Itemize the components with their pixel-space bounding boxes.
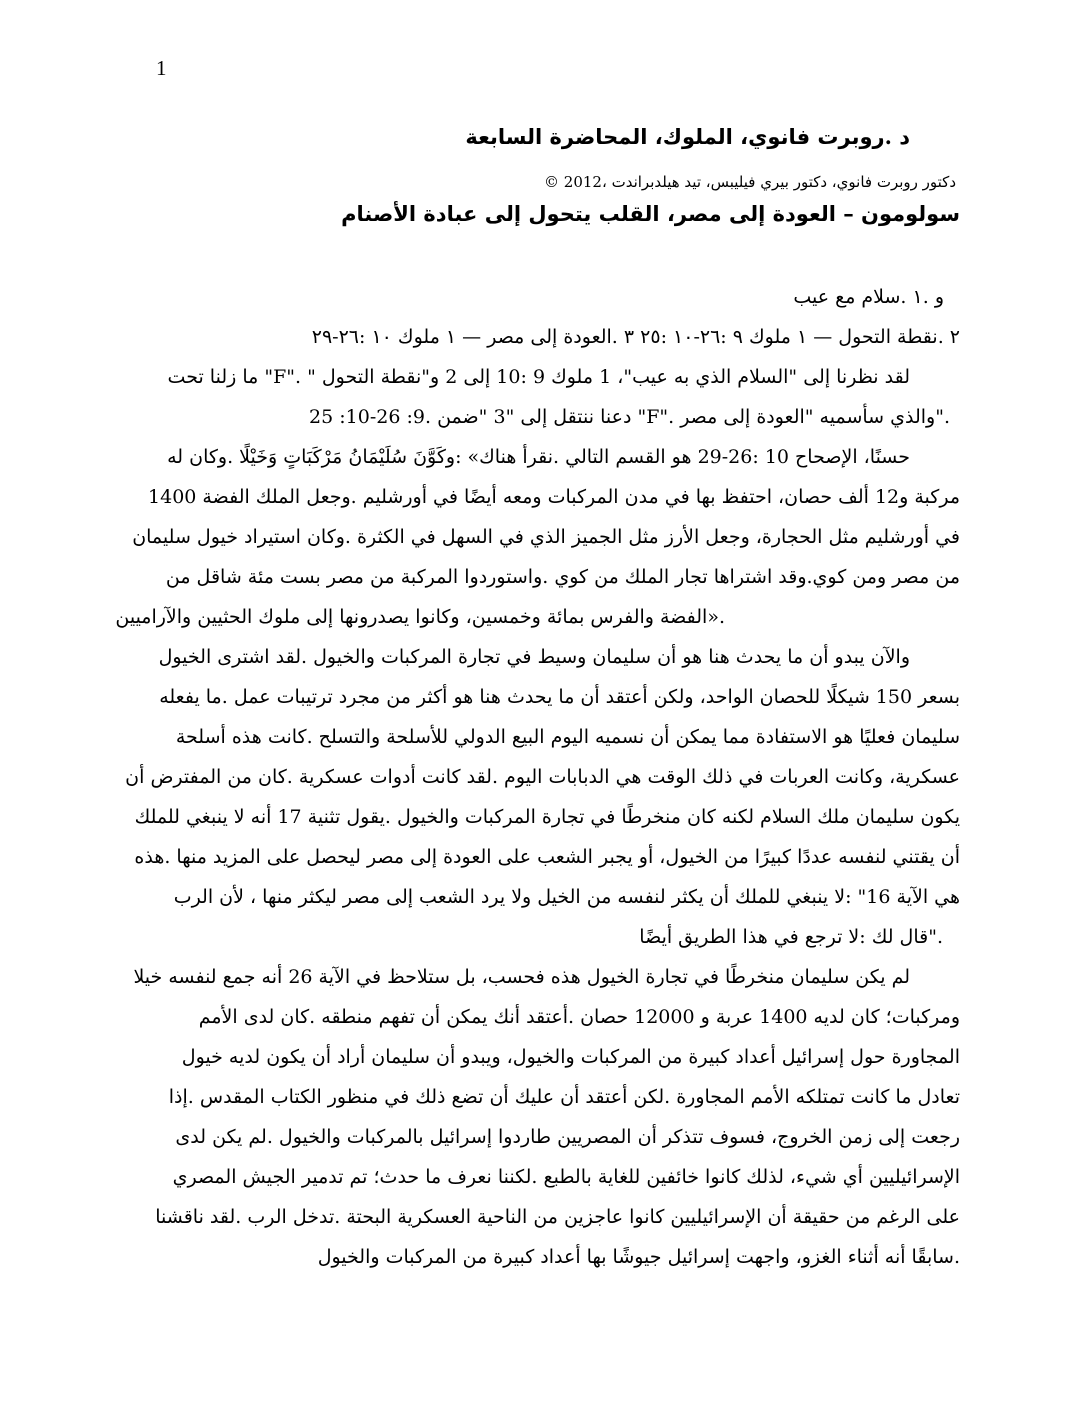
- body-line: [96, 837, 960, 877]
- lecture-subtitle: سولومون – العودة إلى مصر، القلب يتحول إلى عبادة الأصنام: [341, 201, 960, 226]
- document-header: [128, 124, 960, 228]
- body-line-text: على الرغم من حقيقة أن الإسرائيليين كانوا عاجزين من الناحية العسكرية البحتة .تدخل الرب .لقد ناقشنا: [155, 1206, 960, 1228]
- body-line-text: أن يقتني لنفسه عددًا كبيرًا من الخيول، أو يجبر الشعب على العودة إلى مصر ليحصل على المزيد منها .هذه: [134, 846, 960, 868]
- body-line-text: رجعت إلى زمن الخروج، فسوف تتذكر أن المصريين طاردوا إسرائيل بالمركبات والخيول .لم يكن لدى: [175, 1126, 960, 1148]
- body-line-text: حسنًا، الإصحاح 10 :26-29 هو القسم التالي .نقرأ هناك» :وكَوَّنَ سُلَيْمَانُ مَرْكَبَاتٍ وَخَيْلًا .وكان له: [167, 446, 910, 468]
- body-line: [96, 357, 910, 397]
- body-line-text: والآن يبدو أن ما يحدث هنا هو أن سليمان وسيط في تجارة المركبات والخيول .لقد اشترى الخيول: [158, 646, 910, 668]
- document-body: [96, 277, 960, 1277]
- body-line: [96, 997, 960, 1037]
- body-line: [96, 397, 950, 437]
- body-line: [96, 1237, 960, 1277]
- body-line: [96, 477, 960, 517]
- body-line: [96, 637, 910, 677]
- body-line-text: في أورشليم مثل الحجارة، وجعل الأرز مثل الجميز الذي في السهل في الكثرة .وكان استيراد خيول سليمان: [132, 526, 960, 548]
- body-line-text: عسكرية، وكانت العربات في ذلك الوقت هي الدبابات اليوم .لقد كانت أدوات عسكرية .كان من المفترض أن: [125, 766, 960, 788]
- body-line: [96, 1117, 960, 1157]
- body-line: [96, 1037, 960, 1077]
- body-line-text: المجاورة حول إسرائيل أعداد كبيرة من المركبات والخيول، ويبدو أن سليمان أراد أن يكون لديه خيول: [181, 1046, 960, 1068]
- body-line: [96, 597, 725, 637]
- body-line: [96, 1157, 960, 1197]
- body-line: [96, 437, 910, 477]
- body-line: [96, 757, 960, 797]
- body-line-text: يكون سليمان ملك السلام لكنه كان منخرطًا في تجارة المركبات والخيول .يقول تثنية 17 أنه لا ينبغي للملك: [134, 806, 960, 828]
- body-line-text: هي الآية 16" :لا ينبغي للملك أن يكثر لنفسه من الخيل ولا يرد الشعب إلى مصر ليكثر منها ، لأن الرب: [173, 886, 960, 908]
- body-line: [96, 277, 944, 317]
- body-line: [96, 557, 960, 597]
- body-line: [96, 717, 960, 757]
- body-line-text: .سابقًا أنه أثناء الغزو، واجهت إسرائيل جيوشًا بها أعداد كبيرة من المركبات والخيول: [317, 1246, 960, 1268]
- body-line-text: ٢ .نقطة التحول — ١ ملوك ٩ :٢٦-١٠ :٢٥ ٣ .العودة إلى مصر — ١ ملوك ١٠ :٢٦-٢٩: [311, 326, 960, 348]
- body-line: [96, 517, 960, 557]
- body-line: [96, 1077, 960, 1117]
- body-line-text: .«الفضة والفرس بمائة وخمسين، وكانوا يصدرونها إلى ملوك الحثيين والآراميين: [115, 606, 725, 628]
- body-line-text: و .١ .سلام مع عيب: [793, 286, 944, 308]
- body-line-text: لقد نظرنا إلى "السلام الذي به عيب"، 1 ملوك 9 :10 إلى 2 و"نقطة التحول " ."F" ما زلنا تحت: [167, 366, 910, 388]
- body-line: [96, 1197, 960, 1237]
- body-line-text: ."والذي سأسميه "العودة إلى مصر ."F" دعنا ننتقل إلى "3 "ضمن .9: 26-10: 25: [309, 406, 950, 428]
- body-line-text: من مصر ومن كوي.وقد اشتراها تجار الملك من كوي .واستوردوا المركبة من مصر بست مئة شاقل من: [165, 566, 960, 588]
- body-line-text: لم يكن سليمان منخرطًا في تجارة الخيول هذه فحسب، بل ستلاحظ في الآية 26 أنه جمع لنفسه خيلا: [133, 966, 910, 988]
- body-line-text: بسعر 150 شيكلًا للحصان الواحد، ولكن أعتقد أن ما يحدث هنا هو أكثر من مجرد ترتيبات عمل .ما يفعله: [159, 686, 960, 708]
- body-line: [96, 317, 960, 357]
- lecture-title: د .روبرت فانوي، الملوك، المحاضرة السابعة: [465, 124, 910, 149]
- body-line-text: الإسرائيليين أي شيء، لذلك كانوا خائفين للغاية بالطبع .لكننا نعرف ما حدث؛ تم تدمير الجيش المصري: [172, 1166, 960, 1188]
- body-line: [96, 677, 960, 717]
- body-line: [96, 917, 943, 957]
- body-line-text: مركبة و12 ألف حصان، احتفظ بها في مدن المركبات ومعه أيضًا في أورشليم .وجعل الملك الفضة 1400: [148, 486, 960, 508]
- body-line: [96, 877, 960, 917]
- body-line-text: ."قال لك :لا ترجع في هذا الطريق أيضًا: [639, 926, 943, 948]
- copyright-line: دكتور روبرت فانوي، دكتور بيري فيليبس، تيد هيلدبراندت ،2012 ©: [544, 173, 956, 191]
- body-line-text: ومركبات؛ كان لديه 1400 عربة و 12000 حصان .أعتقد أنك يمكن أن تفهم منطقه .كان لدى الأمم: [198, 1006, 960, 1028]
- body-line-text: تعادل ما كانت تمتلكه الأمم المجاورة .لكن أعتقد أن عليك أن تضع ذلك في منظور الكتاب المقدس .إذا: [168, 1086, 960, 1108]
- body-line: [96, 797, 960, 837]
- page-number: 1: [156, 56, 167, 80]
- body-line-text: سليمان فعليًا هو الاستفادة مما يمكن أن نسميه اليوم البيع الدولي للأسلحة والتسلح .كانت هذه أسلحة: [175, 726, 960, 748]
- body-line: [96, 957, 910, 997]
